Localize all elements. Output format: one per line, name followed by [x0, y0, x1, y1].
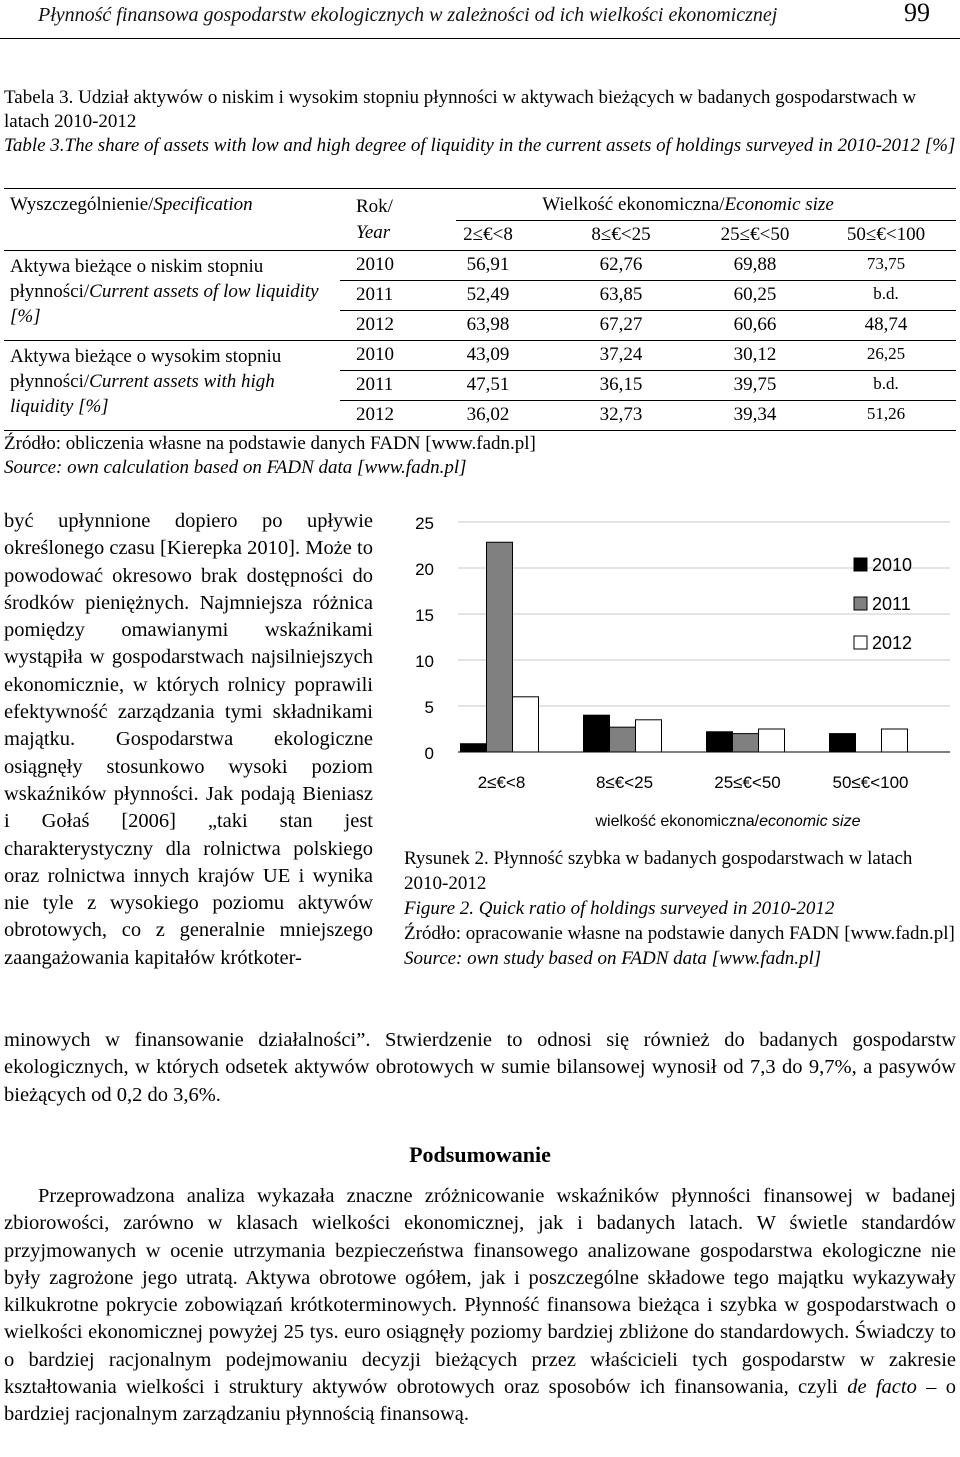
cell-value: 69,88 [733, 254, 777, 275]
bar [882, 729, 908, 752]
figure-caption [404, 846, 956, 971]
y-tick-label: 25 [415, 514, 434, 533]
cell-value: 51,26 [866, 404, 906, 423]
group-label-low-liquidity: Aktywa bieżące o niskim stopniu płynności/Current assets of low liquidity [%] [10, 256, 319, 327]
cell-value: 47,51 [466, 374, 510, 395]
cell-value: 56,91 [466, 254, 510, 275]
bar [487, 542, 513, 752]
table-top-rule [4, 188, 956, 189]
running-title: Płynność finansowa gospodarstw ekologicznych w zależności od ich wielkości ekonomicznej [38, 4, 778, 26]
summary-italic: de facto [847, 1376, 917, 1399]
x-tick-label: 8≤€<25 [595, 773, 654, 792]
page-number: 99 [904, 0, 930, 27]
legend-label: 2011 [872, 594, 911, 614]
x-axis-label: wielkość ekonomiczna/economic size [595, 813, 861, 830]
group-rule [4, 340, 956, 341]
bar [513, 697, 539, 752]
size-class-header: 50≤€<100 [846, 224, 926, 245]
x-tick-label: 2≤€<8 [477, 773, 526, 792]
legend-swatch [854, 636, 867, 649]
table-caption-pl: Tabela 3. Udział aktywów o niskim i wysokim stopniu płynności w aktywach bieżących w badanych gospodarstwach w latach 2010-2012 [4, 87, 917, 132]
y-tick-label: 5 [424, 698, 434, 717]
figure-caption-en: Figure 2. Quick ratio of holdings surveyed in 2010-2012 [404, 898, 835, 919]
table-caption-en: Table 3.The share of assets with low and high degree of liquidity in the current assets of holdings surveyed in 2010-2012 [%] [4, 135, 956, 156]
group-label-high-liquidity: Aktywa bieżące o wysokim stopniu płynności/Current assets with high liquidity [%] [10, 346, 282, 417]
bar [584, 715, 610, 752]
row-rule [340, 310, 956, 311]
cell-value: 62,76 [599, 254, 643, 275]
bar [610, 727, 636, 752]
size-class-header: 8≤€<25 [591, 224, 651, 245]
figure-source-pl: Źródło: opracowanie własne na podstawie danych FADN [www.fadn.pl] [404, 923, 955, 944]
cell-value: 26,25 [866, 344, 906, 363]
cell-value: 63,85 [599, 284, 643, 305]
row-rule [340, 280, 956, 281]
data-table [0, 0, 960, 430]
figure-caption-pl: Rysunek 2. Płynność szybka w badanych gospodarstwach w latach 2010-2012 [404, 848, 913, 894]
x-tick-label: 25≤€<50 [714, 773, 781, 792]
bar [830, 734, 856, 752]
figure-source-en: Source: own study based on FADN data [www.fadn.pl] [404, 948, 822, 969]
summary-paragraph [4, 1183, 956, 1429]
cell-value: 30,12 [733, 344, 777, 365]
header-bottom-rule [4, 250, 956, 251]
summary-text: Przeprowadzona analiza wykazała znaczne zróżnicowanie wskaźników płynności finansowej w badanej zbiorowości, zarówno w klasach wielkości ekonomicznej, jak i badanych latach. W świetle standardów przyjmowanych w ocenie utrzymania bezpieczeństwa finansowego analizowane gospodarstwa ekologiczne nie były zagrożone jego utratą. Aktywa obrotowe ogółem, jak i poszczególne składowe tego majątku wykazywały kilkukrotne pokrycie zobowiązań krótkoterminowych. Płynność finansowa bieżąca i szybka w gospodarstwach o wielkości ekonomicznej powyżej 25 tys. euro osiągnęły poziomy bardziej zbliżone do standardowych. Świadczy to o bardziej racjonalnym podejmowaniu decyzji bieżących przez właścicieli tych gospodarstw w zakresie kształtowania wielkości i struktury aktywów obrotowych oraz sposobów ich finansowania, czyli [4, 1185, 956, 1399]
table-source [4, 432, 536, 480]
y-tick-label: 0 [424, 744, 434, 763]
table-source-pl: Źródło: obliczenia własne na podstawie danych FADN [www.fadn.pl] [4, 433, 536, 454]
row-rule [340, 370, 956, 371]
cell-value: 36,15 [599, 374, 643, 395]
header-economic-size: Wielkość ekonomiczna/Economic size [542, 194, 834, 215]
row-year: 2010 [356, 344, 394, 365]
y-tick-label: 20 [415, 560, 434, 579]
y-tick-label: 10 [415, 652, 434, 671]
cell-value: 67,27 [599, 314, 643, 335]
cell-value: 52,49 [466, 284, 510, 305]
legend-swatch [854, 558, 867, 571]
cell-value: 36,02 [466, 404, 510, 425]
header-size-rule [456, 220, 956, 221]
body-text-left-column: być upłynnione dopiero po upływie określonego czasu [Kierepka 2010]. Może to powodować okresowo brak dostępności do środków pieniężnych. Najmniejsza różnica pomiędzy omawianymi wskaźnikami wystąpiła w gospodarstwach najsilniejszych ekonomicznie, w których rolnicy poprawili efektywność zarządzania tymi składnikami majątku. Gospodarstwa ekologiczne osiągnęły stosunkowo wysoki poziom wskaźników płynności. Jak podają Bieniasz i Gołaś [2006] „taki stan jest charakterystyczny dla rolnictwa polskiego oraz rolnictwa innych krajów UE i wynika nie tyle z wysokiego poziomu aktywów obrotowych, co z generalnie mniejszego zaangażowania kapitałów krótkoter- [4, 510, 373, 969]
body-text-continuation: minowych w finansowanie działalności”. Stwierdzenie to odnosi się również do badanych gospodarstw ekologicznych, w których odsetek aktywów obrotowych w sumie bilansowej wynosił od 7,3 do 9,7%, a pasywów bieżących od 0,2 do 3,6%. [4, 1029, 956, 1106]
header-specification: Wyszczególnienie/Specification [10, 194, 253, 215]
row-year: 2012 [356, 404, 394, 425]
cell-value: 43,09 [466, 344, 510, 365]
cell-value: 73,75 [866, 254, 906, 273]
cell-value: 39,75 [733, 374, 777, 395]
cell-value: 48,74 [864, 314, 908, 335]
bar [733, 734, 759, 752]
summary-text-end: – o bardziej racjonalnym zarządzaniu płynnością finansową. [4, 1376, 956, 1426]
cell-value: 39,34 [733, 404, 777, 425]
cell-value: 37,24 [599, 344, 643, 365]
legend-swatch [854, 597, 867, 610]
cell-value: b.d. [873, 374, 899, 393]
cell-value: b.d. [873, 284, 899, 303]
size-class-header: 25≤€<50 [720, 224, 790, 245]
quick-ratio-bar-chart [400, 500, 956, 836]
row-year: 2011 [356, 284, 394, 305]
bar [707, 732, 733, 752]
row-year: 2012 [356, 314, 394, 335]
cell-value: 60,25 [733, 284, 777, 305]
row-year: 2011 [356, 374, 394, 395]
legend-label: 2010 [872, 555, 913, 575]
table-bottom-rule [4, 430, 956, 431]
section-heading-summary: Podsumowanie [409, 1142, 551, 1167]
bar [461, 744, 487, 752]
bar [759, 729, 785, 752]
size-class-header: 2≤€<8 [463, 224, 513, 245]
legend-label: 2012 [872, 633, 913, 653]
x-tick-label: 50≤€<100 [832, 773, 909, 792]
row-year: 2010 [356, 254, 394, 275]
header-year: Rok/ Year [356, 196, 393, 243]
cell-value: 32,73 [599, 404, 643, 425]
table-source-en: Source: own calculation based on FADN data [www.fadn.pl] [4, 457, 467, 478]
cell-value: 60,66 [733, 314, 777, 335]
bar [636, 720, 662, 752]
row-rule [340, 400, 956, 401]
y-tick-label: 15 [415, 606, 434, 625]
cell-value: 63,98 [466, 314, 510, 335]
